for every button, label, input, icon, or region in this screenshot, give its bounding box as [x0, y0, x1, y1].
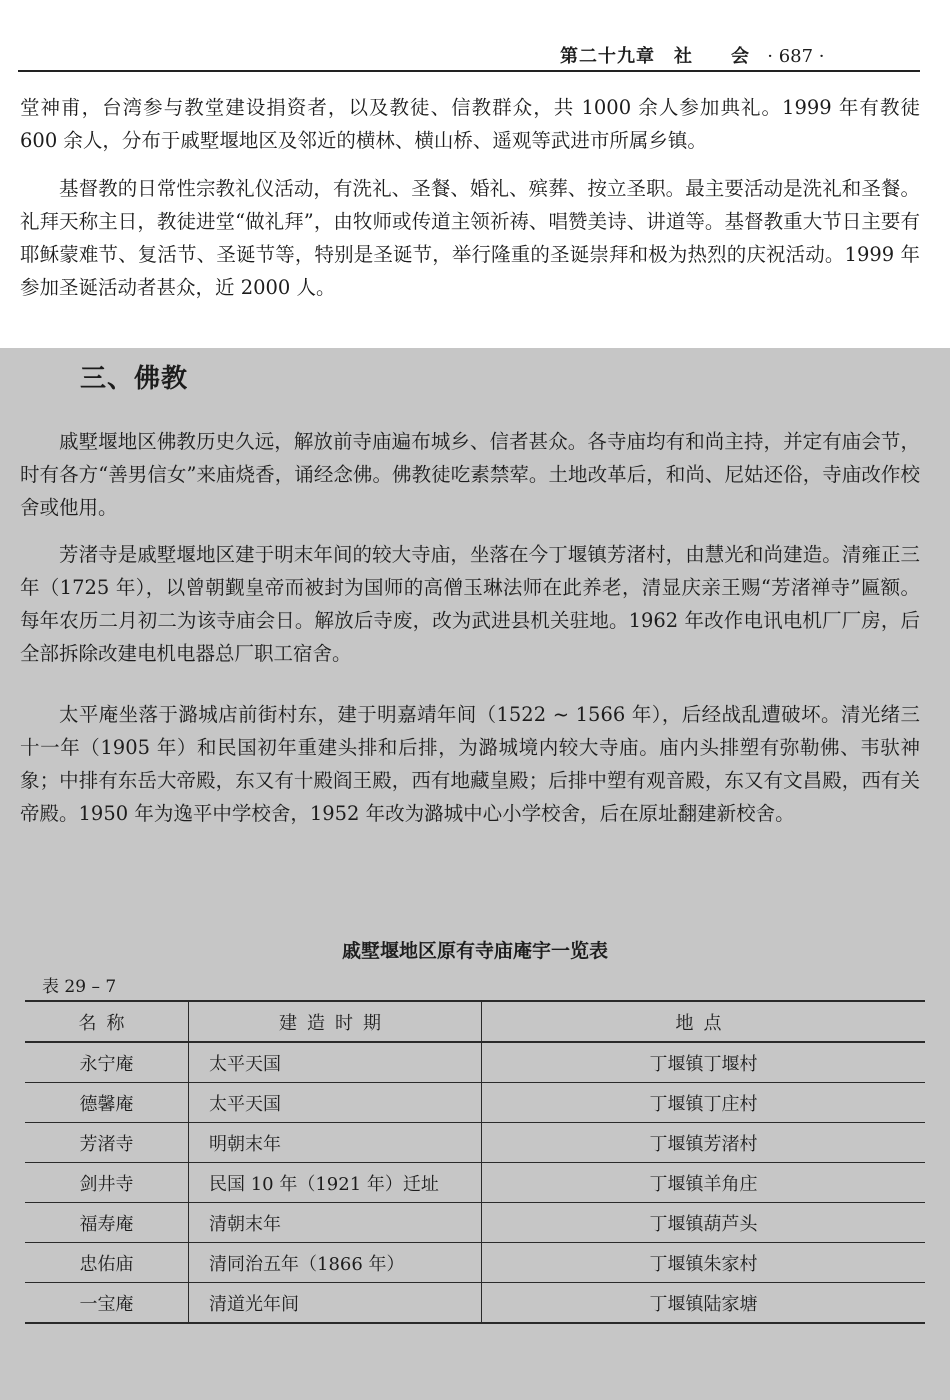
paragraph-fangzhu-temple: 芳渚寺是戚墅堰地区建于明末年间的较大寺庙，坐落在今丁堰镇芳渚村，由慧光和尚建造。清雍正三年（1725 年），以曾朝觐皇帝而被封为国师的高僧玉琳法师在此养老，清显庆亲王赐“芳渚禅寺”匾额。每年农历二月初二为该寺庙会日。解放后寺废，改为武进县机关驻地。1962 年改作电讯电机厂厂房，后全部拆除改建电机电器总厂职工宿舍。 — [20, 543, 920, 665]
cell-name: 忠佑庙 — [25, 1243, 189, 1283]
table-row — [25, 1243, 925, 1283]
cell-period: 明朝末年 — [189, 1123, 482, 1163]
cell-period: 民国 10 年（1921 年）迁址 — [189, 1163, 482, 1203]
cell-period: 太平天国 — [189, 1083, 482, 1123]
header-name: 名称 — [25, 1001, 189, 1042]
paragraph-christian-rituals: 基督教的日常性宗教礼仪活动，有洗礼、圣餐、婚礼、殡葬、按立圣职。最主要活动是洗礼和圣餐。礼拜天称主日，教徒进堂“做礼拜”，由牧师或传道主领祈祷、唱赞美诗、讲道等。基督教重大节日主要有耶稣蒙难节、复活节、圣诞节等，特别是圣诞节，举行隆重的圣诞崇拜和极为热烈的庆祝活动。1999 年参加圣诞活动者甚众，近 2000 人。 — [20, 177, 920, 299]
table-row — [25, 1203, 925, 1243]
cell-period: 太平天国 — [189, 1042, 482, 1083]
table-number: 表 29 – 7 — [42, 977, 117, 997]
section-title-buddhism: 三、佛教 — [80, 364, 189, 394]
cell-place: 丁堰镇羊角庄 — [482, 1163, 926, 1203]
cell-place: 丁堰镇葫芦头 — [482, 1203, 926, 1243]
cell-place: 丁堰镇丁堰村 — [482, 1042, 926, 1083]
table-row — [25, 1042, 925, 1083]
cell-name: 永宁庵 — [25, 1042, 189, 1083]
cell-name: 芳渚寺 — [25, 1123, 189, 1163]
header-period: 建造时期 — [189, 1001, 482, 1042]
cell-period: 清道光年间 — [189, 1283, 482, 1324]
cell-place: 丁堰镇朱家村 — [482, 1243, 926, 1283]
paragraph-christianity-members: 堂神甫，台湾参与教堂建设捐资者，以及教徒、信教群众，共 1000 余人参加典礼。1999 年有教徒 600 余人，分布于戚墅堰地区及邻近的横林、横山桥、遥观等武进市所属乡镇。 — [20, 96, 920, 152]
cell-name: 福寿庵 — [25, 1203, 189, 1243]
paragraph-buddhism-history: 戚墅堰地区佛教历史久远，解放前寺庙遍布城乡、信者甚众。各寺庙均有和尚主持，并定有庙会节，时有各方“善男信女”来庙烧香，诵经念佛。佛教徒吃素禁荤。土地改革后，和尚、尼姑还俗，寺庙改作校舍或他用。 — [20, 430, 920, 519]
table-row — [25, 1283, 925, 1324]
temple-table — [25, 1000, 925, 1324]
cell-name: 德馨庵 — [25, 1083, 189, 1123]
cell-name: 一宝庵 — [25, 1283, 189, 1324]
chapter-title: 第二十九章 社 会 — [560, 46, 750, 67]
cell-period: 清朝末年 — [189, 1203, 482, 1243]
table-header-row — [25, 1001, 925, 1042]
cell-period: 清同治五年（1866 年） — [189, 1243, 482, 1283]
page-number: · 687 · — [767, 46, 825, 67]
header-place: 地点 — [482, 1001, 926, 1042]
cell-place: 丁堰镇丁庄村 — [482, 1083, 926, 1123]
cell-place: 丁堰镇陆家塘 — [482, 1283, 926, 1324]
table-caption: 戚墅堰地区原有寺庙庵宇一览表 — [341, 940, 608, 962]
header-rule — [18, 70, 920, 72]
paragraph-taiping-temple: 太平庵坐落于潞城店前街村东，建于明嘉靖年间（1522 ~ 1566 年），后经战乱遭破坏。清光绪三十一年（1905 年）和民国初年重建头排和后排，为潞城境内较大寺庙。庙内头排塑有弥勒佛、韦驮神象；中排有东岳大帝殿，东又有十殿阎王殿，西有地藏皇殿；后排中塑有观音殿，东又有文昌殿，西有关帝殿。1950 年为逸平中学校舍，1952 年改为潞城中心小学校舍，后在原址翻建新校舍。 — [20, 703, 920, 825]
running-head — [560, 42, 920, 66]
table-row — [25, 1083, 925, 1123]
cell-place: 丁堰镇芳渚村 — [482, 1123, 926, 1163]
cell-name: 剑井寺 — [25, 1163, 189, 1203]
table-row — [25, 1123, 925, 1163]
table-row — [25, 1163, 925, 1203]
